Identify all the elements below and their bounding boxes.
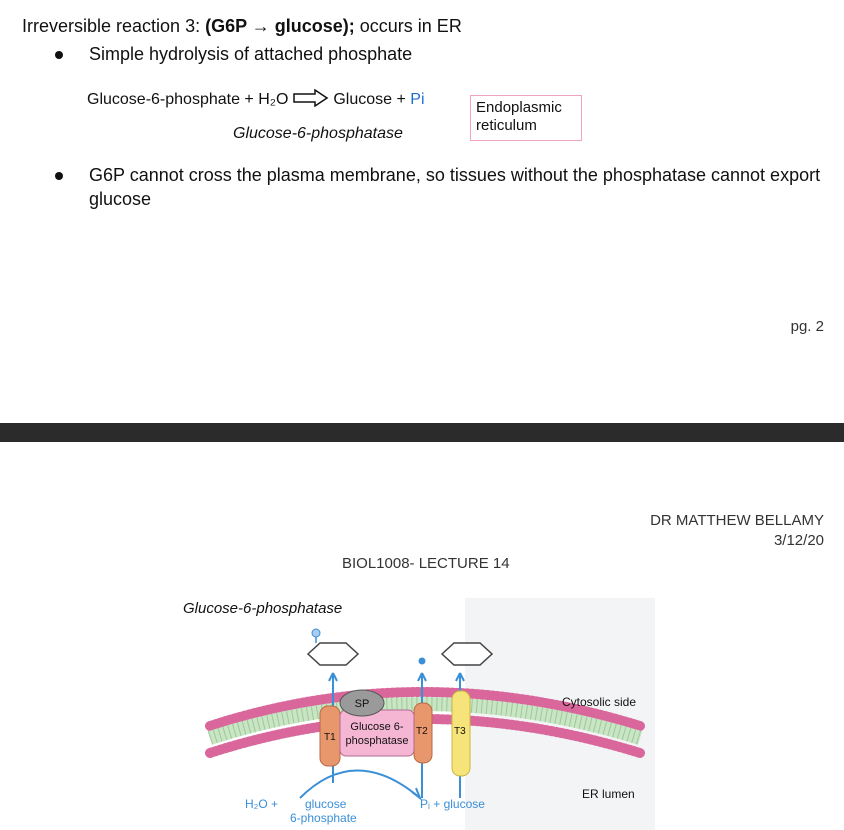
heading-bold: (G6P → glucose); [205,16,355,36]
bullet-item-2 [55,163,835,213]
heading-suffix: occurs in ER [354,16,462,36]
document-date: 3/12/20 [773,532,824,549]
header-block [650,511,824,551]
page-number: pg. 2 [790,318,824,335]
cytosolic-side-label: Cytosolic side [562,695,637,709]
enzyme-box [340,710,414,756]
location-box: Endoplasmic reticulum [470,95,582,141]
enzyme-label: Glucose-6-phosphatase [233,125,403,142]
bullet-dot [55,172,63,180]
sp-label: SP [354,698,370,710]
t3-label: T3 [454,726,466,737]
t2-label: T2 [416,726,428,737]
glucose-6-phosphatase-diagram [190,598,655,830]
er-lumen-label: ER lumen [582,787,635,801]
bullet-text: G6P cannot cross the plasma membrane, so tissues without the phosphatase cannot export glucose [89,165,821,209]
heading-prefix: Irreversible reaction 3: [22,16,206,36]
substrate-label-line1: glucose [305,797,347,811]
figure-title: Glucose-6-phosphatase [183,600,343,617]
enzyme-label-line2: phosphatase [345,735,409,747]
page-divider [0,423,844,442]
substrate-label-line2: 6-phosphate [290,811,357,825]
h2o-label: H₂O + [245,797,278,811]
bullet-item-1 [55,42,835,66]
bullet-dot [55,51,63,59]
products-label: Pᵢ + glucose [420,797,485,811]
t1-label: T1 [324,732,336,743]
equation-pi: Pi [410,91,425,108]
glucose-hexagon-icon [442,643,492,665]
phosphate-dot-icon [419,658,426,665]
glucose-6-phosphate-hexagon-icon [308,629,358,665]
lecture-title: BIOL1008- LECTURE 14 [342,555,510,572]
equation-product: Glucose + [333,91,411,108]
author-name: DR MATTHEW BELLAMY [650,512,824,529]
enzyme-label-line1: Glucose 6- [350,721,404,733]
equation-reactants: Glucose-6-phosphate + H₂O [87,91,289,108]
reaction-equation [87,89,425,109]
reaction-arrow-icon [293,89,329,107]
bullet-text: Simple hydrolysis of attached phosphate [89,44,413,64]
page-heading [22,16,462,37]
